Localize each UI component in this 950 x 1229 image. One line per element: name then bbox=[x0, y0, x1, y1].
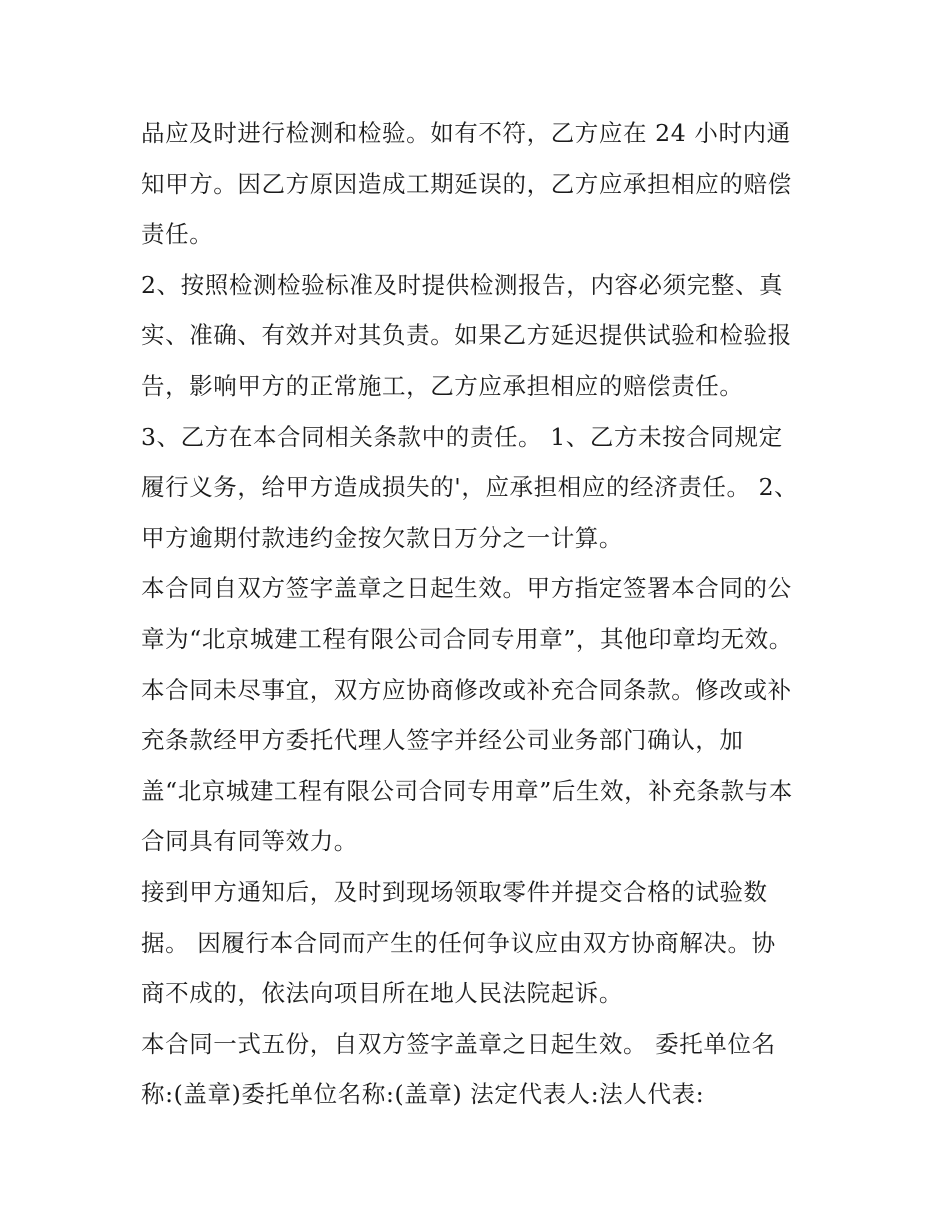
text-line: 实、准确、有效并对其负责。如果乙方延迟提供试验和检验报 bbox=[141, 321, 792, 350]
text-line: 据。 因履行本合同而产生的任何争议应由双方协商解决。协 bbox=[141, 928, 776, 957]
text-line: 告，影响甲方的正常施工，乙方应承担相应的赔偿责任。 bbox=[141, 371, 744, 400]
text-line: 接到甲方通知后，及时到现场领取零件并提交合格的试验数 bbox=[141, 877, 768, 906]
text-line: 履行义务，给甲方造成损失的'，应承担相应的经济责任。 2、 bbox=[141, 473, 799, 502]
text-line: 充条款经甲方委托代理人签字并经公司业务部门确认，加 bbox=[141, 726, 744, 755]
document-body bbox=[141, 108, 821, 1120]
text-line: 商不成的，依法向项目所在地人民法院起诉。 bbox=[141, 979, 623, 1008]
text-line: 称:(盖章)委托单位名称:(盖章) 法定代表人:法人代表: bbox=[141, 1080, 705, 1109]
text-line: 甲方逾期付款违约金按欠款日万分之一计算。 bbox=[141, 523, 623, 552]
text-line: 3、乙方在本合同相关条款中的责任。 1、乙方未按合同规定 bbox=[141, 422, 783, 451]
text-line: 本合同未尽事宜，双方应协商修改或补充合同条款。修改或补 bbox=[141, 675, 792, 704]
text-line: 责任。 bbox=[141, 220, 214, 249]
text-line: 本合同一式五份，自双方签字盖章之日起生效。 委托单位名 bbox=[141, 1029, 776, 1058]
text-line: 合同具有同等效力。 bbox=[141, 827, 358, 856]
text-line: 章为“北京城建工程有限公司合同专用章”，其他印章均无效。 bbox=[141, 624, 793, 653]
text-line: 品应及时进行检测和检验。如有不符，乙方应在 24 小时内通 bbox=[141, 119, 791, 147]
text-line: 2、按照检测检验标准及时提供检测报告，内容必须完整、真 bbox=[141, 270, 784, 299]
text-line: 盖“北京城建工程有限公司合同专用章”后生效，补充条款与本 bbox=[141, 776, 793, 805]
text-line: 本合同自双方签字盖章之日起生效。甲方指定签署本合同的公 bbox=[141, 574, 792, 603]
text-line: 知甲方。因乙方原因造成工期延误的，乙方应承担相应的赔偿 bbox=[141, 169, 792, 198]
